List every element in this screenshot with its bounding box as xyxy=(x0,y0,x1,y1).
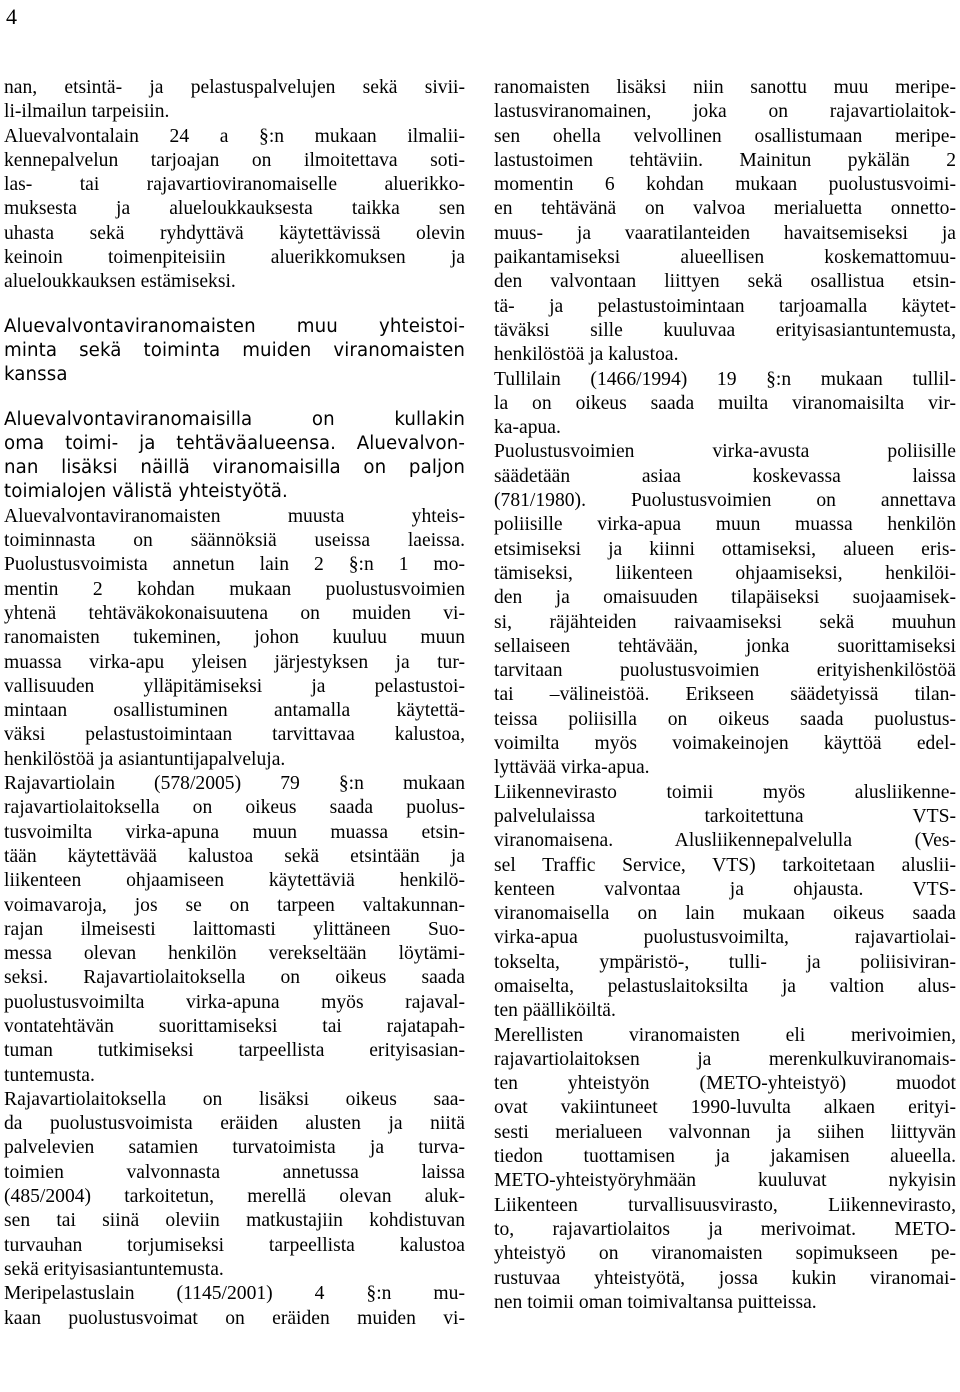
page-number: 4 xyxy=(6,4,17,29)
text-line: ovat vakiintuneet 1990-luvulta alkaen erityi- xyxy=(494,1097,956,1119)
text-line: säädetään asiaa koskevassa laissa xyxy=(494,465,956,487)
text-line: voimavaroja, jos se on tarpeen valtakunnan- xyxy=(4,894,465,916)
text-line: kenteen valvontaa ja ohjausta. VTS- xyxy=(494,878,956,900)
text-line: Aluevalvontaviranomaisilla on kullakin xyxy=(4,408,465,430)
text-line: nen toimii oman toimivaltansa puitteissa. xyxy=(494,1291,817,1313)
text-line: to, rajavartiolaitos ja merivoimat. METO- xyxy=(494,1218,956,1240)
text-line: ten yhteistyön (METO-yhteistyö) muodot xyxy=(494,1073,956,1095)
text-line: paikantamiseksi alueellisen koskemattomuu- xyxy=(494,247,956,269)
text-line: METO-yhteistyöryhmään kuuluvat nykyisin xyxy=(494,1170,956,1192)
text-line: Merellisten viranomaisten eli merivoimien, xyxy=(494,1024,956,1046)
paragraph-aluevalvontalaki xyxy=(4,76,465,295)
text-line: rajavartiolaitoksen ja merenkulkuviranomais- xyxy=(494,1048,956,1070)
text-line: Puolustusvoimista annetun lain 2 §:n 1 mo- xyxy=(4,554,465,576)
text-line: messa olevan henkilön verekseltään löytämi- xyxy=(4,943,465,965)
text-line: (781/1980). Puolustusvoimien on annettava xyxy=(494,490,956,512)
paragraph-yhteistoiminta xyxy=(4,505,465,1331)
text-line: lastusviranomainen, joka on rajavartiolaitok- xyxy=(494,101,956,123)
text-line: tuman tutkimiseksi tarpeellista erityisasian- xyxy=(4,1040,465,1062)
text-line: palvelulaissa tarkoitettuna VTS- xyxy=(494,805,956,827)
text-line: tarvitaan puolustusvoimien erityishenkilöstöä xyxy=(494,660,956,682)
text-line: virka-apua puolustusvoimilta, rajavartiolai- xyxy=(494,927,956,949)
text-line: Rajavartiolain (578/2005) 79 §:n mukaan xyxy=(4,773,465,795)
text-line: li-ilmailun tarpeisiin. xyxy=(4,101,170,123)
text-line: las- tai rajavartioviranomaiselle aluerikko- xyxy=(4,174,465,196)
text-line: rajan ilmeisesti laittomasti ylittäneen Suo- xyxy=(4,918,465,940)
text-line: mentin 2 kohdan mukaan puolustusvoimien xyxy=(4,578,465,600)
text-line: lyttävää virka-apua. xyxy=(494,757,650,779)
text-line: tämiseksi, liikenteen ohjaamiseksi, henkilöi- xyxy=(494,562,956,584)
text-line: sekä erityisasiantuntemusta. xyxy=(4,1258,224,1280)
text-line: puolustusvoimilta virka-apuna myös rajaval- xyxy=(4,991,465,1013)
text-line: nan, etsintä- ja pelastuspalvelujen sekä sivii- xyxy=(4,77,465,98)
text-line: minta sekä toiminta muiden viranomaisten xyxy=(4,339,465,361)
text-line: yhteistyö on viranomaisten sopimukseen pe- xyxy=(494,1243,956,1265)
text-line: Liikenteen turvallisuusvirasto, Liikennevirasto, xyxy=(494,1194,956,1216)
text-line: keinoin toimenpiteisiin aluerikkomuksen ja xyxy=(4,247,465,269)
text-line: Aluevalvontalain 24 a §:n mukaan ilmalii- xyxy=(4,125,465,147)
text-line: Tullilain (1466/1994) 19 §:n mukaan tullil- xyxy=(494,368,956,390)
text-line: Liikennevirasto toimii myös alusliikenne- xyxy=(494,781,956,803)
text-line: Aluevalvontaviranomaisten muu yhteistoi- xyxy=(4,315,465,337)
text-line: etsimiseksi ja kiinni ottamiseksi, alueen eris- xyxy=(494,538,956,560)
text-line: ka-apua. xyxy=(494,417,561,439)
text-line: la on oikeus saada muilta viranomaisilta vir- xyxy=(494,392,956,414)
text-line: väksi pelastustoimintaan tarvittavaa kalustoa, xyxy=(4,724,465,746)
text-line: viranomaisella on lain mukaan oikeus saada xyxy=(494,903,956,925)
text-line: teissa poliisilla on oikeus saada puolustus- xyxy=(494,708,956,730)
text-line: Rajavartiolaitoksella on lisäksi oikeus saa- xyxy=(4,1088,465,1110)
text-line: kanssa xyxy=(4,364,68,386)
text-line: viranomaisena. Alusliikennepalvelulla (Ves- xyxy=(494,830,956,852)
text-line: turvauhan torjumiseksi tarpeellista kalustoa xyxy=(4,1234,465,1256)
paragraph-right xyxy=(494,76,956,1315)
text-line: tokselta, ympäristö-, tulli- ja poliisiviran- xyxy=(494,951,956,973)
text-line: ranomaisten tukeminen, johon kuuluu muun xyxy=(4,627,465,649)
text-line: muksesta ja alueloukkauksesta taikka sen xyxy=(4,198,465,220)
text-line: seksi. Rajavartiolaitoksella on oikeus saada xyxy=(4,967,465,989)
text-line: rustuvaa yhteistyötä, jossa kukin viranomai- xyxy=(494,1267,956,1289)
text-line: täväksi sille kuuluvaa erityisasiantuntemusta, xyxy=(494,319,956,341)
right-column xyxy=(494,76,956,1315)
text-line: sen ohella velvollinen osallistumaan meripe- xyxy=(494,125,956,147)
text-line: alueloukkauksen estämiseksi. xyxy=(4,271,236,293)
text-line: omaiselta, pelastuslaitoksilta ja valtion alus- xyxy=(494,975,956,997)
text-line: Meripelastuslain (1145/2001) 4 §:n mu- xyxy=(4,1283,465,1305)
text-line: tiedon tuottamisen ja jakamisen alueella. xyxy=(494,1146,956,1168)
text-line: vallisuuden ylläpitämiseksi ja pelastustoi- xyxy=(4,675,465,697)
text-line: uhasta sekä ryhdyttävä käytettävissä olevin xyxy=(4,222,465,244)
text-line: en tehtävänä on valvoa merialuetta onnetto- xyxy=(494,198,956,220)
text-line: liikenteen ohjaamiseen käytettäviä henkilö- xyxy=(4,870,465,892)
text-line: tään käytettävää kalustoa sekä etsintään ja xyxy=(4,845,465,867)
text-line: toiminnasta on säännöksiä useissa laeissa. xyxy=(4,530,465,552)
text-line: rajavartiolaitoksella on oikeus saada puolus- xyxy=(4,797,465,819)
text-line: ten päälliköiltä. xyxy=(494,1000,616,1022)
text-line: henkilöstöä ja kalustoa. xyxy=(494,344,679,366)
text-line: henkilöstöä ja asiantuntijapalveluja. xyxy=(4,748,286,770)
text-line: toimien valvonnasta annetussa laissa xyxy=(4,1161,465,1183)
text-line: den valvontaan liittyen sekä osallistua etsin- xyxy=(494,271,956,293)
text-line: muus- ja vaaratilanteiden havaitsemiseksi ja xyxy=(494,222,956,244)
text-line: toimialojen välistä yhteistyötä. xyxy=(4,481,288,503)
text-line: poliisille virka-apua muun muassa henkilön xyxy=(494,514,956,536)
paragraph-toimialat xyxy=(4,408,465,505)
text-line: Aluevalvontaviranomaisten muusta yhteis- xyxy=(4,505,465,527)
text-line: sesti merialueen valvonnan ja siihen liittyvän xyxy=(494,1121,956,1143)
text-line: oma toimi- ja tehtäväalueensa. Aluevalvon- xyxy=(4,432,465,454)
text-line: si, räjähteiden raivaamiseksi sekä muuhun xyxy=(494,611,956,633)
text-line: tä- ja pelastustoimintaan tarjoamalla käytet- xyxy=(494,295,956,317)
text-line: tuntemusta. xyxy=(4,1064,95,1086)
text-line: ranomaisten lisäksi niin sanottu muu meripe- xyxy=(494,77,956,98)
text-line: da puolustusvoimista eräiden alusten ja niitä xyxy=(4,1113,465,1135)
text-line: sen tai siinä oleviin matkustajiin kohdistuvan xyxy=(4,1210,465,1232)
text-line: vontatehtävän suorittamiseksi tai rajatapah- xyxy=(4,1015,465,1037)
text-line: nan lisäksi näillä viranomaisilla on paljon xyxy=(4,457,465,479)
text-line: Puolustusvoimien virka-avusta poliisille xyxy=(494,441,956,463)
text-line: momentin 6 kohdan mukaan puolustusvoimi- xyxy=(494,174,956,196)
text-line: (485/2004) tarkoitetun, merellä olevan aluk- xyxy=(4,1186,465,1208)
text-line: voimilta myös voimakeinojen käyttöä edel- xyxy=(494,733,956,755)
left-column xyxy=(4,76,465,1331)
text-line: sel Traffic Service, VTS) tarkoitetaan aluslii- xyxy=(494,854,956,876)
text-line: den ja omaisuuden tilapäiseksi suojaamisek- xyxy=(494,587,956,609)
section-heading xyxy=(4,315,465,388)
text-line: tai –välineistöä. Erikseen säädetyissä tilan- xyxy=(494,684,956,706)
text-line: yhtenä tehtäväkokonaisuutena on muiden vi- xyxy=(4,602,465,624)
text-line: tusvoimilta virka-apuna muun muassa etsin- xyxy=(4,821,465,843)
text-line: kaan puolustusvoimat on eräiden muiden vi- xyxy=(4,1307,465,1329)
text-line: mintaan osallistuminen antamalla käytettä- xyxy=(4,700,465,722)
text-line: sellaiseen tehtävään, jonka suorittamiseksi xyxy=(494,635,956,657)
text-line: kennepalvelun tarjoajan on ilmoitettava soti- xyxy=(4,149,465,171)
text-line: muassa virka-apu yleisen järjestyksen ja tur- xyxy=(4,651,465,673)
text-line: palvelevien satamien turvatoimista ja turva- xyxy=(4,1137,465,1159)
text-line: lastustoimen tehtäviin. Mainitun pykälän 2 xyxy=(494,149,956,171)
